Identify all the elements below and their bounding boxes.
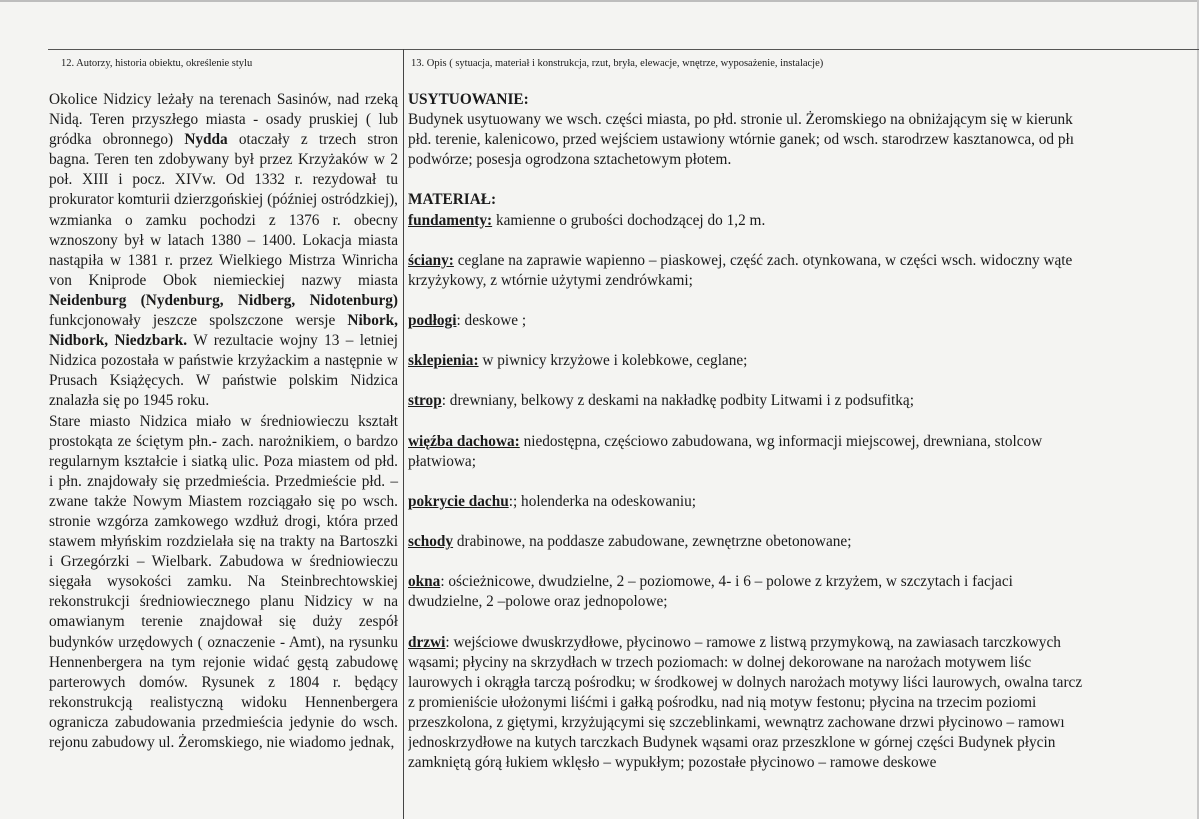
entry-text: drabinowe, na poddasze zabudowane, zewnętrzne obetonowane; — [453, 533, 852, 551]
text-span: funkcjonowały jeszcze spolszczone wersje — [49, 312, 348, 330]
pokrycie-entry — [408, 492, 1199, 512]
entry-text: w piwnicy krzyżowe i kolebkowe, ceglane; — [478, 352, 748, 370]
term-wiezba: więźba dachowa: — [408, 432, 520, 450]
usytuowanie-line-1: Budynek usytuowany we wsch. części miasta, po płd. stronie ul. Żeromskiego na obniżającym się w kierunk — [408, 111, 1073, 129]
left-column-header: 12. Autorzy, historia obiektu, określenie stylu — [61, 58, 253, 69]
term-pokrycie: pokrycie dachu — [408, 492, 509, 510]
sciany-line-2: krzyżykowy, z wtórnie użytymi zendrówkami; — [408, 271, 693, 289]
sklepienia-entry — [408, 351, 1199, 371]
entry-text: : ościeżnicowe, dwudzielne, 2 – poziomowe, 4- i 6 – polowe z krzyżem, w szczytach i facjaci — [440, 573, 1013, 591]
spacer — [408, 552, 1199, 572]
drzwi-line-2: wąsami; płyciny na skrzydłach w trzech poziomach: w dolnej dekorowane na narożach motywem liśc — [408, 653, 1032, 671]
spacer — [408, 331, 1199, 351]
wiezba-line-2: płatwiowa; — [408, 452, 476, 470]
text-span: Okolice Nidzicy leżały na terenach Sasinów, nad rzeką Nidą. Teren przyszłego miasta - osady pruskiej ( lub gródka obronnego) — [49, 91, 398, 149]
section-title-usytuowanie: USYTUOWANIE: — [408, 91, 529, 108]
podlogi-entry — [408, 311, 1199, 331]
usytuowanie-line-3: podwórze; posesja ogrodzona sztachetowym płotem. — [408, 151, 732, 169]
bold-name: Neidenburg (Nydenburg, Nidberg, Nidotenburg) — [49, 291, 398, 309]
spacer — [408, 291, 1199, 311]
spacer — [408, 412, 1199, 432]
wiezba-entry — [408, 432, 1199, 452]
term-sklepienia: sklepienia: — [408, 352, 479, 370]
history-text — [49, 90, 398, 753]
strop-entry — [408, 391, 1199, 411]
description-text — [408, 90, 1199, 773]
text-span: otaczały z trzech stron bagna. Teren ten zdobywany był przez Krzyżaków w 2 poł. XIII i pocz. XIVw. Od 1332 r. rezydował tu prokurator komturii dzierzgońskiej (później ostródzkiej), wzmianka o zamku pochodzi z 1376 r. obecny wznoszony był w latach 1380 – 1400. Lokacja miasta nastąpiła w 1381 r. przez Wielkiego Mistrza Winricha von Kniprode Obok niemieckiej nazwy miasta — [49, 131, 398, 289]
entry-text: : wejściowe dwuskrzydłowe, płycinowo – ramowe z listwą przymykową, na zawiasach tarczkowych — [445, 633, 1061, 651]
history-paragraph-1 — [49, 90, 398, 412]
term-strop: strop — [408, 392, 442, 410]
term-schody: schody — [408, 533, 454, 551]
entry-text: niedostępna, częściowo zabudowana, wg informacji miejscowej, drewniana, stolcow — [519, 432, 1043, 450]
schody-entry — [408, 532, 1199, 552]
spacer — [408, 371, 1199, 391]
term-podlogi: podłogi — [408, 312, 457, 330]
history-paragraph-2: Stare miasto Nidzica miało w średniowieczu kształt prostokąta ze ściętym płn.- zach. narożnikiem, o bardzo regularnym kształcie i siatką ulic. Poza miastem od płd. i płn. znajdowały się przedmieścia. Przedmieście płd. – zwane także Nowym Miastem rozciągało się po wsch. stronie wzgórza zamkowego wzdłuż drogi, która przed stawem młyńskim rozdzielała się na trakty na Bartoszki i Grzegórzki – Wielbark. Zabudowa w średniowieczu sięgała wysokości zamku. Na Steinbrechtowskiej rekonstrukcji średniowiecznego planu Nidzicy w na omawianym terenie znajdował się duży zespół budynków urzędowych ( oznaczenie - Amt), na rysunku Hennenbergera na tym rejonie widać gęstą zabudowę parterowych domów. Rysunek z 1804 r. będący rekonstrukcją realistyczną widoku Hennenbergera ogranicza zabudowania przedmieścia jedynie do wsch. rejonu zabudowy ul. Żeromskiego, nie wiadomo jednak, — [49, 412, 398, 751]
drzwi-line-3: laurowych i okrągła tarczą pośrodku; w środkowej w dolnych narożach motywy liści laurowych, owalna tarcz — [408, 673, 1083, 691]
column-divider — [403, 49, 404, 819]
entry-text: ceglane na zaprawie wapienno – piaskowej, część zach. otynkowana, w części wsch. widoczny wąte — [453, 251, 1073, 269]
okna-entry — [408, 572, 1199, 592]
sciany-entry — [408, 251, 1199, 271]
bold-name: Nydda — [184, 131, 228, 149]
header-divider — [48, 49, 1199, 50]
usytuowanie-line-2: płd. terenie, kalenicowo, przed wejściem ustawiony wtórnie ganek; od wsch. starodrzew kasztanowca, od płı — [408, 131, 1075, 149]
term-sciany: ściany: — [408, 251, 454, 269]
spacer — [408, 472, 1199, 492]
drzwi-line-4: z promieniście ułożonymi liśćmi i gałką pośrodku, nad nią motyw festonu; płycina na trzecim poziomi — [408, 693, 1037, 711]
entry-text: : drewniany, belkowy z deskami na nakładkę podbity Litwami i z podsufitką; — [441, 392, 914, 410]
section-title-material: MATERIAŁ: — [408, 191, 497, 209]
spacer — [408, 170, 1199, 190]
drzwi-line-6: jednoskrzydłowe na kutych tarczkach Budynek wąsami oraz przeszklone w górnej części Budynek płycin — [408, 734, 1056, 751]
drzwi-entry — [408, 633, 1199, 653]
spacer — [408, 612, 1199, 632]
term-fundamenty: fundamenty: — [408, 211, 493, 229]
spacer — [408, 512, 1199, 532]
entry-text: :; holenderka na odeskowaniu; — [508, 492, 697, 510]
entry-text: kamienne o grubości dochodzącej do 1,2 m. — [492, 211, 766, 229]
drzwi-line-5: przeszkolona, z giętymi, krzyżującymi się szczeblinkami, wewnątrz zachowane drzwi płycinowo – ramowı — [408, 713, 1065, 731]
term-drzwi: drzwi — [408, 633, 446, 651]
top-border — [0, 0, 1199, 2]
spacer — [408, 231, 1199, 251]
drzwi-line-7: zamkniętą górą łukiem wklęsło – wypukłym; pozostałe płycinowo – ramowe deskowe — [408, 754, 937, 772]
term-okna: okna — [408, 573, 441, 591]
text-span: W rezultacie wojny 13 – letniej Nidzica pozostała w państwie krzyżackim a następnie w Prusach Książęcych. W państwie polskim Nidzica znalazła się po 1945 roku. — [49, 332, 398, 410]
bold-name: Nibork, Nidbork, Niedzbark. — [49, 312, 398, 350]
fundamenty-entry — [408, 211, 1199, 231]
right-column-header: 13. Opis ( sytuacja, materiał i konstrukcja, rzut, bryła, elewacje, wnętrze, wyposażenie, instalacje) — [411, 58, 824, 69]
okna-line-2: dwudzielne, 2 –polowe oraz jednopolowe; — [408, 593, 668, 611]
entry-text: : deskowe ; — [456, 312, 527, 330]
